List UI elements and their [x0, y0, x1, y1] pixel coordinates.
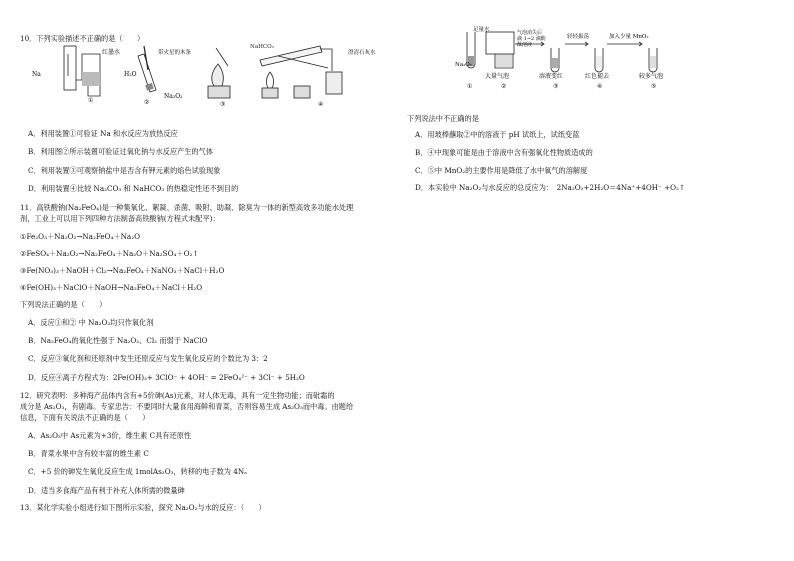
label-h2o: H₂O: [124, 71, 137, 78]
label-na: Na: [32, 71, 41, 78]
fig-num-3: ③: [220, 101, 226, 106]
q10-option-c: C．利用装置③可观察钠盐中是否含有钾元素的焰色试验现象: [28, 166, 221, 175]
apparatus-2: [138, 46, 156, 92]
label-red-ink: 红墨水: [102, 49, 121, 56]
q13-option-c: C．⑤中 MnO₂的主要作用是降低了水中氧气的溶解度: [415, 166, 588, 175]
label-na2o2: Na₂O₂: [164, 93, 183, 100]
label-c3: 红色褪去: [585, 73, 610, 80]
q11-stem-line2: 剂，工业上可以用下列四种方法制备高铁酸钠(方程式未配平)：: [20, 214, 220, 223]
q10-option-b: B．利用图②所示装置可验证过氧化钠与水反应产生的气体: [28, 147, 213, 156]
fig-num-1: ①: [88, 97, 94, 104]
q11-equation-4: ④Fe(OH)₃＋NaClO＋NaOH→Na₂FeO₄＋NaCl＋H₂O: [20, 283, 203, 292]
q13-option-b: B．④中现象可能是由于溶液中含有强氧化性物质造成的: [415, 148, 593, 157]
q11-stem-line1: 11．高铁酸钠(Na₂FeO₄)是一种集氧化、絮凝、杀菌、吸附、助凝、除臭为一体的新型高效多功能水处理: [20, 203, 354, 212]
q12-stem-line3: 信息，下面有关说法不正确的是（ ）: [20, 413, 150, 422]
beaker-2: [486, 32, 514, 68]
q13-option-d: D．本实验中 Na₂O₂与水反应的总反应为： 2Na₂O₂+2H₂O＝4Na⁺+4OH⁻ +O₂↑: [415, 183, 685, 192]
fig-num-5b: ⑤: [651, 83, 657, 90]
label-b4: 加入少量 MnO₂: [609, 34, 649, 40]
q11-option-d: D．反应④离子方程式为：2Fe(OH)₃+ 3ClO⁻ + 4OH⁻ = 2FeO₄²⁻ + 3Cl⁻ + 5H₂O: [28, 373, 305, 382]
q12-option-d: D．适当多食海产品有利于补充人体所需的微量砷: [28, 486, 185, 495]
q12-option-c: C．+5 价的砷发生氧化反应生成 1molAs₂O₃，转移的电子数为 4Nₐ: [28, 467, 247, 476]
q13-stem: 13．某化学实验小组进行如下图所示实验，探究 Na₂O₂与水的反应：（ ）: [20, 503, 266, 512]
q11-equation-3: ③Fe(NO₃)₃＋NaOH＋Cl₂→Na₂FeO₄＋NaNO₃＋NaCl＋H₂O: [20, 266, 225, 275]
q11-equation-2: ②FeSO₄＋Na₂O₂→Na₂FeO₄＋Na₂O＋Na₂SO₄＋O₂↑: [20, 249, 199, 258]
tube-4: [595, 48, 603, 72]
label-b2: 气泡消失后滴 1~2 滴酚酞溶液: [517, 30, 546, 48]
q12-stem-line2: 成分是 As₂O₃，有剧毒。专家忠告：不要同时大量食用海鲜和青菜，否则容易生成 As₂O₃而中毒。由题给: [20, 402, 354, 411]
q10-option-a: A．利用装置①可验证 Na 和水反应为放热反应: [28, 129, 178, 138]
label-c2: 溶液变红: [539, 73, 564, 80]
q13-figure: [455, 26, 725, 92]
q10-stem: 10．下列实验描述不正确的是（ ）: [20, 34, 145, 43]
q11-option-c: C．反应③氧化剂和还原剂中发生还原反应与发生氧化反应的个数比为 3：2: [28, 354, 268, 363]
fig-num-4b: ④: [597, 83, 603, 90]
q10-option-d: D．利用装置④比较 Na₂CO₃ 和 NaHCO₃ 的热稳定性还不到目的: [28, 184, 239, 193]
fig-num-4: ④: [318, 101, 324, 106]
label-splint: 带火星的木条: [158, 50, 192, 56]
fig-num-1b: ①: [467, 83, 473, 90]
q11-ask: 下列说法正确的是（ ）: [20, 300, 107, 309]
q10-figure: [28, 40, 388, 106]
q11-option-a: A．反应①和② 中 Na₂O₂均只作氧化剂: [28, 318, 154, 327]
label-na2o2-b: Na₂O₂: [455, 62, 473, 68]
q12-stem-line1: 12．研究表明：多种海产品体内含有+5价砷(As)元素，对人体无毒，具有一定生物功能；而砒霜的: [20, 391, 335, 400]
q13-option-a: A．用玻棒蘸取②中的溶液于 pH 试纸上，试纸变蓝: [415, 130, 580, 139]
label-limewater: 澄清石灰水: [348, 50, 376, 56]
fig-num-3b: ③: [553, 83, 559, 90]
fig-num-2b: ②: [501, 83, 507, 90]
q12-option-b: B．青菜水果中含有较丰富的维生素 C: [28, 449, 149, 458]
q13-ask: 下列说法中不正确的是: [407, 114, 479, 123]
q11-equation-1: ①Fe₂O₃＋Na₂O₂→Na₂FeO₄＋Na₂O: [20, 232, 140, 241]
q11-option-b: B．Na₂FeO₄的氧化性强于 Na₂O₂、Cl₂ 而弱于 NaClO: [28, 336, 208, 345]
q12-option-a: A．As₂O₃中 As元素为+3价，维生素 C具有还原性: [28, 431, 192, 440]
apparatus-3: [208, 48, 230, 98]
label-nahco3: NaHCO₃: [250, 44, 274, 50]
label-c1: 大量气泡: [485, 73, 510, 80]
label-c4: 较多气泡: [639, 73, 664, 80]
label-b1: 足量水: [473, 27, 490, 33]
tube-3: [551, 48, 559, 72]
tube-5: [649, 48, 657, 72]
label-b3: 轻轻振荡: [567, 34, 590, 40]
fig-num-2: ②: [144, 99, 150, 106]
apparatus-4: [250, 44, 342, 98]
apparatus-1: [64, 46, 100, 96]
